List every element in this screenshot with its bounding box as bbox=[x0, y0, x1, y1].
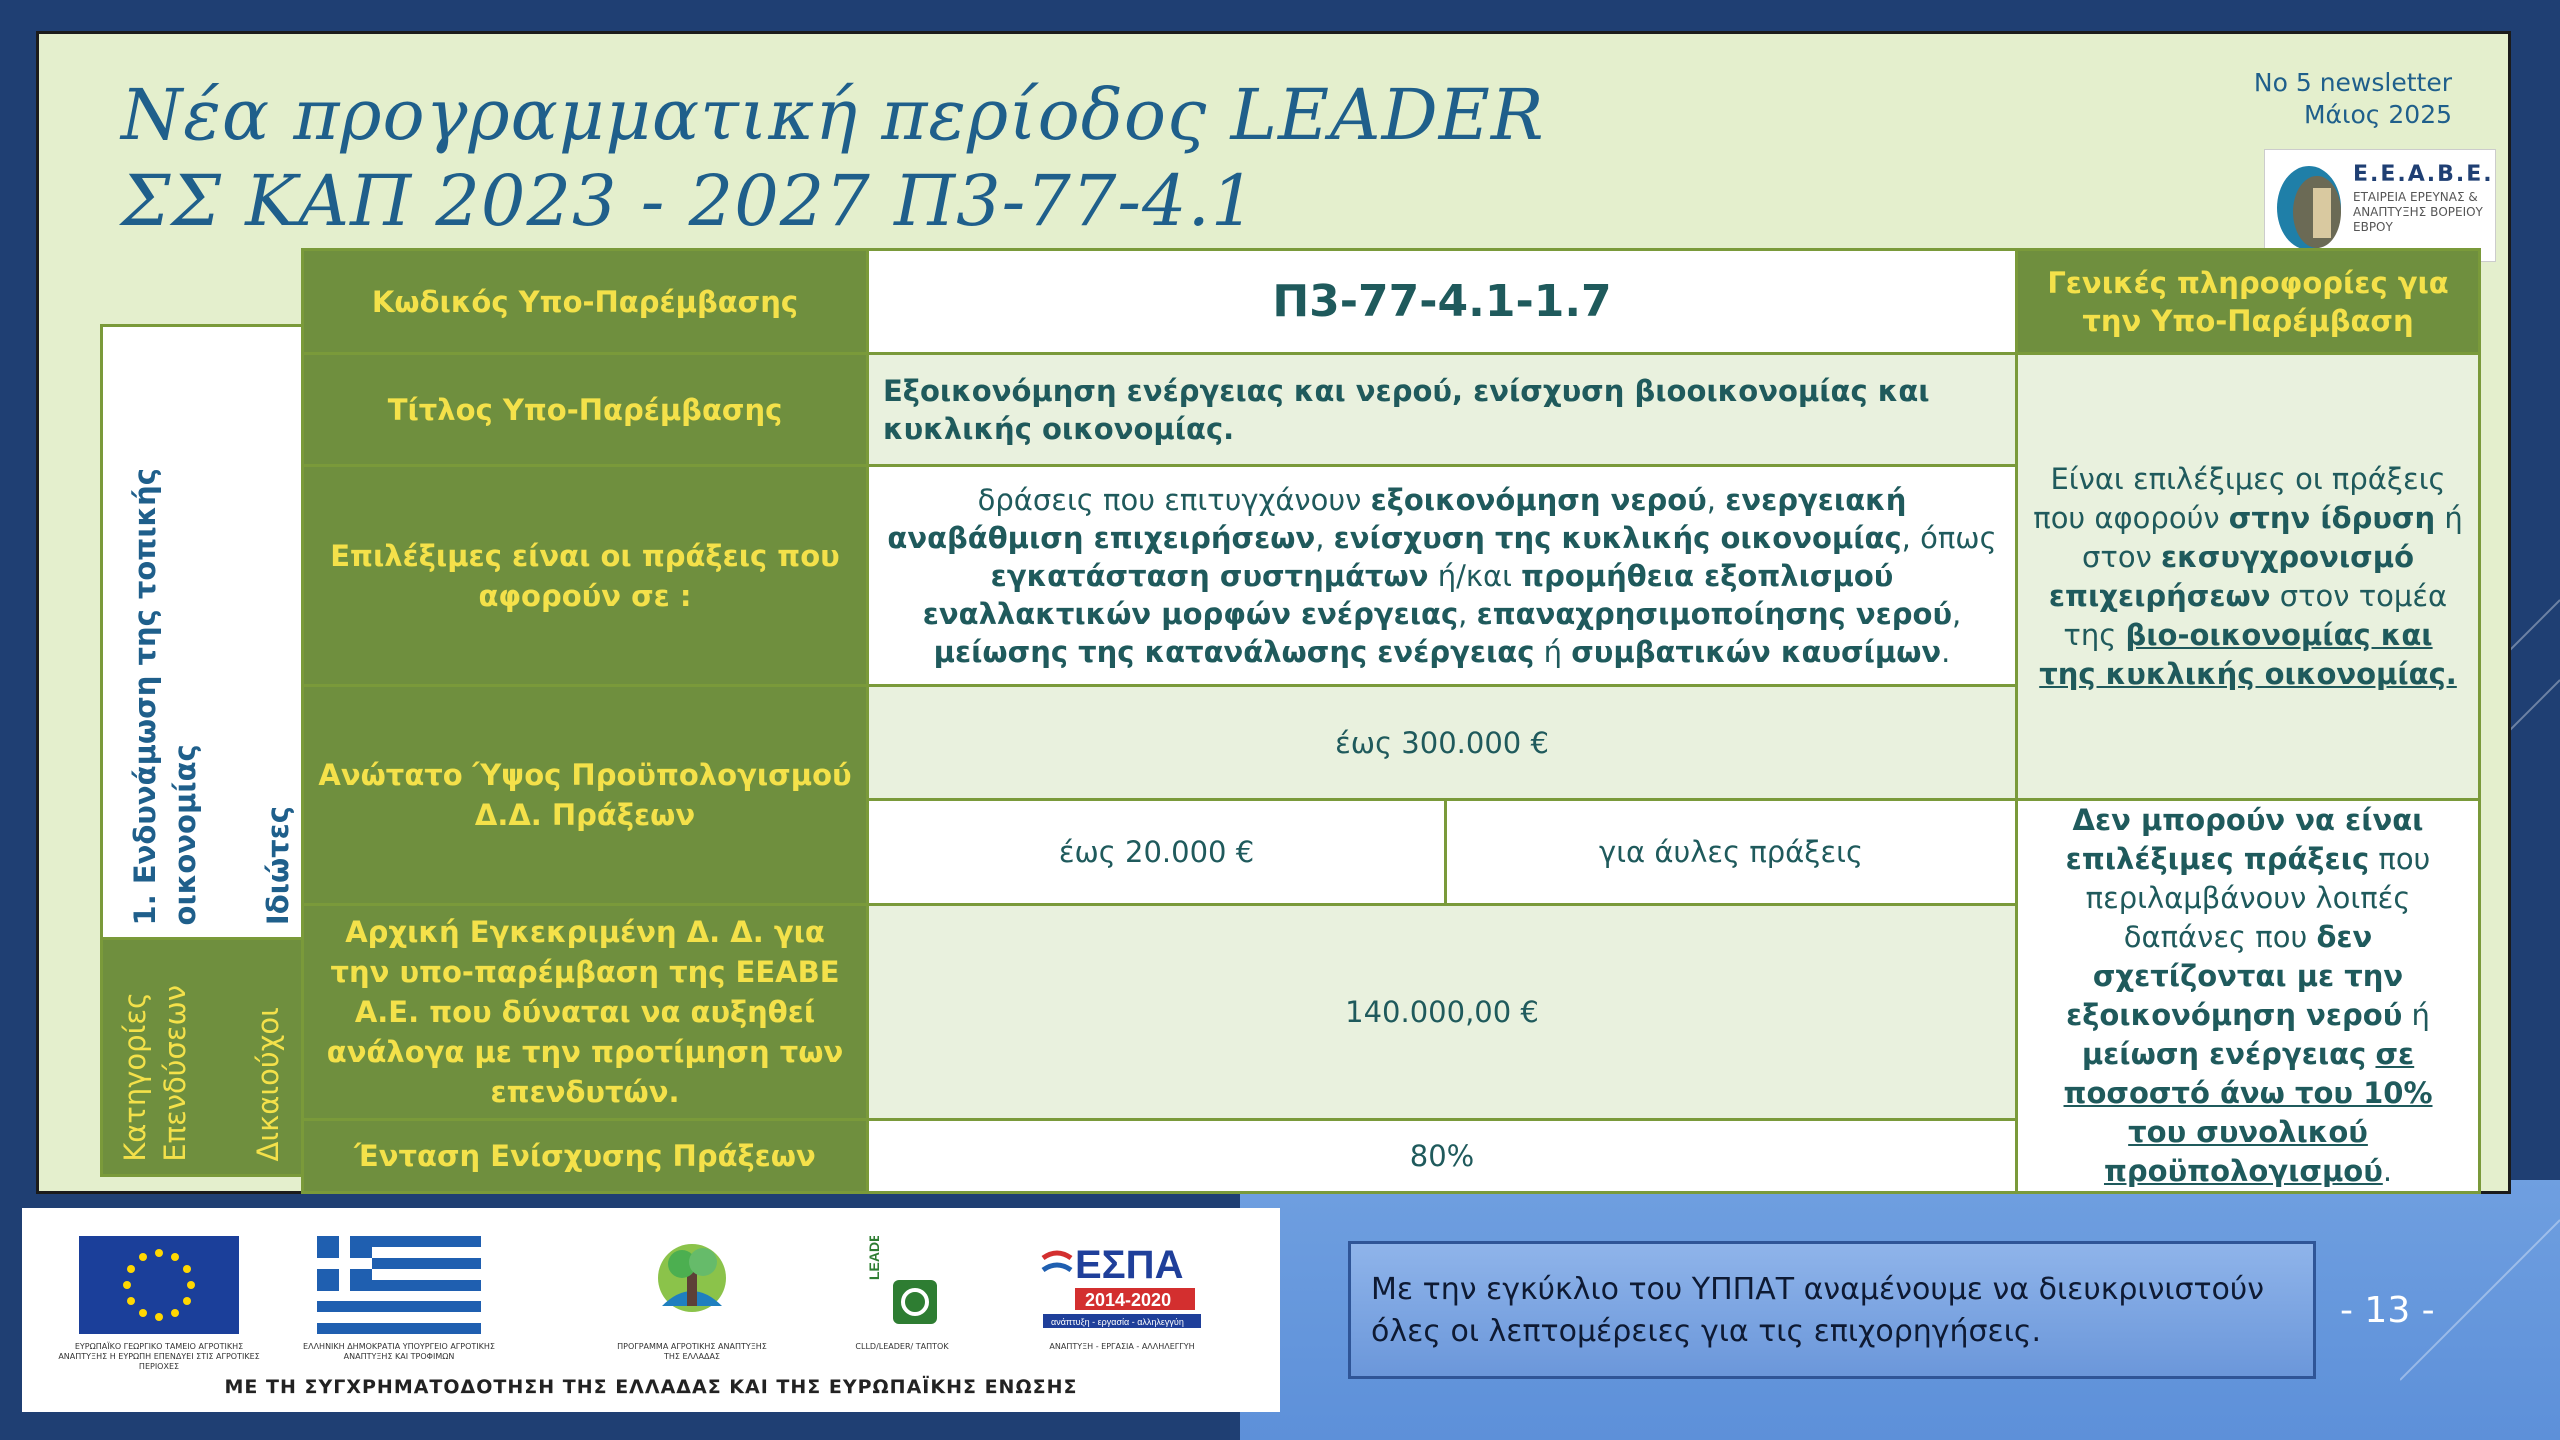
info-eligibility: Είναι επιλέξιμες οι πράξεις που αφορούν στην ίδρυση ή στον εκσυγχρονισμό επιχειρήσεων στον τομέα της βιο-οικονομίας και της κυκλικής οικονομίας. bbox=[2017, 354, 2480, 800]
svg-text:ανάπτυξη - εργασία - αλληλεγγύ: ανάπτυξη - εργασία - αλληλεγγύη bbox=[1051, 1317, 1184, 1327]
funding-logos-banner bbox=[22, 1208, 1280, 1412]
rdp-caption: ΠΡΟΓΡΑΜΜΑ ΑΓΡΟΤΙΚΗΣ ΑΝΑΠΤΥΞΗΣ ΤΗΣ ΕΛΛΑΔΑΣ bbox=[617, 1342, 767, 1361]
logo-title: Ε.Ε.Α.Β.Ε. bbox=[2353, 162, 2494, 187]
eu-caption: ΕΥΡΩΠΑΪΚΟ ΓΕΩΡΓΙΚΟ ΤΑΜΕΙΟ ΑΓΡΟΤΙΚΗΣ ΑΝΑΠΤΥΞΗΣ Η ΕΥΡΩΠΗ ΕΠΕΝΔΥΕΙ ΣΤΙΣ ΑΓΡΟΤΙΚΕΣ ΠΕΡΙΟΧΕΣ bbox=[58, 1342, 260, 1371]
eu-logo bbox=[54, 1236, 264, 1372]
circular-note: Με την εγκύκλιο του ΥΠΠΑΤ αναμένουμε να διευκρινιστούν όλες οι λεπτομέρειες για τις επιχορηγήσεις. bbox=[1348, 1241, 2316, 1379]
greek-caption: ΕΛΛΗΝΙΚΗ ΔΗΜΟΚΡΑΤΙΑ ΥΠΟΥΡΓΕΙΟ ΑΓΡΟΤΙΚΗΣ ΑΝΑΠΤΥΞΗΣ ΚΑΙ ΤΡΟΦΙΜΩΝ bbox=[303, 1342, 495, 1361]
intensity-value: 80% bbox=[868, 1120, 2017, 1193]
info-exclusions: Δεν μπορούν να είναι επιλέξιμες πράξεις που περιλαμβάνουν λοιπές δαπάνες που δεν σχετίζονται με την εξοικονόμηση νερού ή μείωση ενέργειας σε ποσοστό άνω του 10% του συνολικού προϋπολογισμού. bbox=[2017, 800, 2480, 1193]
investment-category: 1. Ενδυνάμωση της τοπικής οικονομίας bbox=[128, 467, 202, 925]
category-label: Κατηγορίες Επενδύσεων bbox=[118, 985, 192, 1162]
table-row bbox=[303, 354, 2480, 466]
eeabe-emblem-icon bbox=[2273, 158, 2345, 254]
newsletter-issue: Νο 5 newsletter bbox=[2253, 68, 2452, 97]
sidebar-labels bbox=[103, 940, 326, 1174]
greek-republic-logo bbox=[294, 1236, 504, 1362]
title-label: Τίτλος Υπο-Παρέμβασης bbox=[303, 354, 868, 466]
eligible-label: Επιλέξιμες είναι οι πράξεις που αφορούν σε : bbox=[303, 466, 868, 686]
initial-budget-label: Αρχική Εγκεκριμένη Δ. Δ. για την υπο-παρέμβαση της ΕΕΑΒΕ Α.Ε. που δύναται να αυξηθεί ανάλογα με την προτίμηση των επενδυτών. bbox=[303, 904, 868, 1119]
cofunding-statement: ΜΕ ΤΗ ΣΥΓΧΡΗΜΑΤΟΔΟΤΗΣΗ ΤΗΣ ΕΛΛΑΔΑΣ ΚΑΙ ΤΗΣ ΕΥΡΩΠΑΪΚΗΣ ΕΝΩΣΗΣ bbox=[224, 1376, 1078, 1398]
initial-budget-value: 140.000,00 € bbox=[868, 904, 2017, 1119]
espa-icon bbox=[1037, 1236, 1207, 1334]
category-sidebar bbox=[100, 324, 329, 1177]
newsletter-info bbox=[2254, 67, 2452, 131]
svg-text:LEADER: LEADER bbox=[867, 1236, 882, 1280]
intensity-label: Ένταση Ενίσχυσης Πράξεων bbox=[303, 1120, 868, 1193]
sub-intervention-table bbox=[301, 248, 2481, 1194]
leader-logo bbox=[852, 1236, 952, 1352]
rural-development-icon bbox=[637, 1236, 747, 1334]
code-label: Κωδικός Υπο-Παρέμβασης bbox=[303, 250, 868, 354]
title-value: Εξοικονόμηση ενέργειας και νερού, ενίσχυση βιοοικονομίας και κυκλικής οικονομίας. bbox=[868, 354, 2017, 466]
budget-max: έως 300.000 € bbox=[868, 686, 2017, 800]
table-row bbox=[303, 250, 2480, 354]
budget-intangible: έως 20.000 € bbox=[868, 800, 1446, 905]
beneficiary-label: Δικαιούχοι bbox=[251, 1007, 285, 1162]
slide-title bbox=[121, 72, 1545, 244]
newsletter-date: Μάιος 2025 bbox=[2303, 100, 2452, 129]
svg-text:ΕΣΠΑ: ΕΣΠΑ bbox=[1075, 1243, 1184, 1287]
espa-logo bbox=[1022, 1236, 1222, 1352]
sidebar-values bbox=[103, 327, 326, 940]
eligible-actions: δράσεις που επιτυγχάνουν εξοικονόμηση νερού, ενεργειακή αναβάθμιση επιχειρήσεων, ενίσχυση της κυκλικής οικονομίας, όπως εγκατάσταση συστημάτων ή/και προμήθεια εξοπλισμού εναλλακτικών μορφών ενέργειας, επαναχρησιμοποίησης νερού, μείωσης της κατανάλωσης ενέργειας ή συμβατικών καυσίμων. bbox=[868, 466, 2017, 686]
title-line-1: Νέα προγραμματική περίοδος LEADER bbox=[121, 74, 1545, 156]
info-header: Γενικές πληροφορίες για την Υπο-Παρέμβαση bbox=[2017, 250, 2480, 354]
greek-flag-icon bbox=[317, 1236, 481, 1334]
espa-caption: ΑΝΑΠΤΥΞΗ - ΕΡΓΑΣΙΑ - ΑΛΛΗΛΕΓΓΥΗ bbox=[1049, 1342, 1195, 1351]
code-value: Π3-77-4.1-1.7 bbox=[868, 250, 2017, 354]
leader-icon bbox=[867, 1236, 937, 1334]
budget-intangible-note: για άυλες πράξεις bbox=[1446, 800, 2017, 905]
budget-label: Ανώτατο Ύψος Προϋπολογισμού Δ.Δ. Πράξεων bbox=[303, 686, 868, 905]
rdp-logo bbox=[612, 1236, 772, 1362]
eeabe-logo bbox=[2264, 149, 2496, 262]
title-line-2: ΣΣ ΚΑΠ 2023 - 2027 Π3-77-4.1 bbox=[121, 160, 1257, 242]
leader-caption: CLLD/LEADER/ ΤΑΠΤΟΚ bbox=[855, 1342, 949, 1351]
eu-flag-icon bbox=[79, 1236, 239, 1334]
svg-text:2014-2020: 2014-2020 bbox=[1085, 1290, 1172, 1310]
beneficiary-value: Ιδιώτες bbox=[261, 805, 295, 925]
logo-subtitle: ΕΤΑΙΡΕΙΑ ΕΡΕΥΝΑΣ & ΑΝΑΠΤΥΞΗΣ ΒΟΡΕΙΟΥ ΕΒΡΟΥ bbox=[2353, 190, 2483, 234]
page-number: - 13 - bbox=[2340, 1290, 2435, 1331]
